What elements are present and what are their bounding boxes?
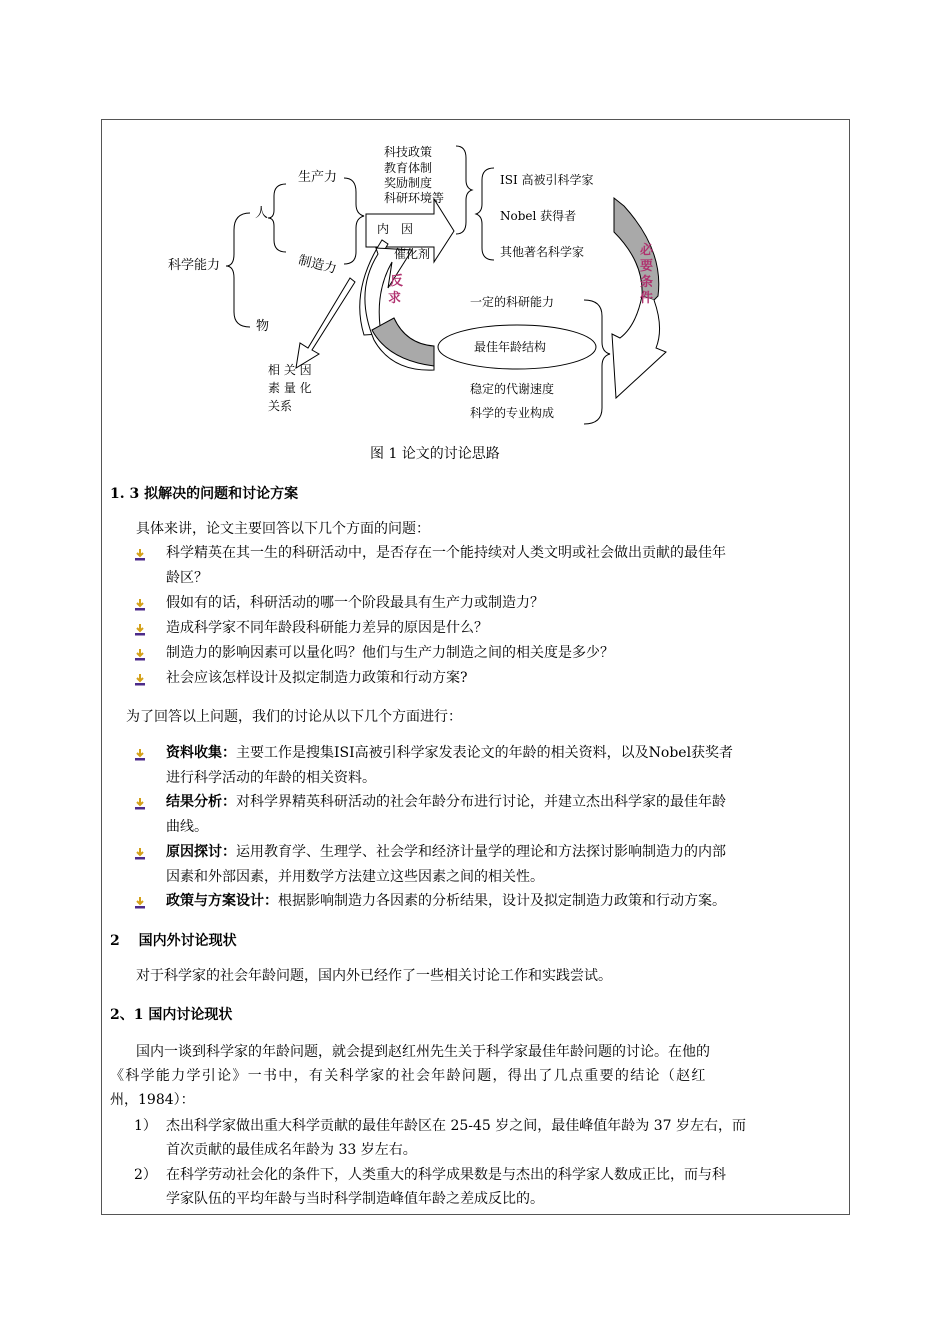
plan-label: 政策与方案设计：	[166, 893, 278, 909]
scientist-item: 其他著名科学家	[500, 245, 585, 259]
conclusion-text: 杰出科学家做出重大科学贡献的最佳年龄区在 25-45 岁之间，最佳峰值年龄为 37 岁左右，而	[166, 1118, 746, 1134]
section-2-intro: 对于科学家的社会年龄问题，国内外已经作了一些相关讨论工作和实践尝试。	[136, 968, 612, 984]
label-wending: 稳定的代谢速度	[470, 382, 555, 396]
conclusion-text: 首次贡献的最佳成名年龄为 33 岁左右。	[166, 1142, 417, 1158]
label-biyao: 条	[640, 275, 654, 290]
diagram-graphics	[0, 0, 950, 440]
bullet-icon	[133, 896, 147, 910]
label-zhuanye: 科学的专业构成	[470, 406, 555, 420]
conclusion-number: 2）	[134, 1167, 157, 1183]
bullet-icon	[133, 623, 147, 637]
bullet-icon	[133, 748, 147, 762]
question-item: 制造力的影响因素可以量化吗？他们与生产力制造之间的相关度是多少？	[166, 645, 614, 661]
label-zhizaoli: 制造力	[296, 253, 339, 278]
bullet-icon	[133, 797, 147, 811]
figure-caption: 图 1 论文的讨论思路	[370, 446, 500, 462]
plan-item	[166, 746, 733, 760]
section-intro: 具体来讲，论文主要回答以下几个方面的问题：	[136, 521, 430, 537]
bullet-icon	[133, 648, 147, 662]
conclusion-text: 在科学劳动社会化的条件下，人类重大的科学成果数是与杰出的科学家人数成正比，而与科	[166, 1167, 726, 1183]
section-title-1-3: 1. 3 拟解决的问题和讨论方案	[110, 486, 299, 502]
brace-right	[344, 178, 364, 264]
plan-text: 主要工作是搜集ISI高被引科学家发表论文的年龄的相关资料，以及Nobel获奖者	[236, 745, 734, 761]
question-item: 造成科学家不同年龄段科研能力差异的原因是什么？	[166, 620, 488, 636]
section-2-1-para: 州，1984）：	[110, 1092, 195, 1108]
label-xiangguan: 关系	[268, 399, 293, 413]
question-item: 龄区？	[166, 570, 208, 586]
plan-text: 运用教育学、生理学、社会学和经济计量学的理论和方法探讨影响制造力的内部	[236, 844, 726, 860]
section-title-2-1: 2、1 国内讨论现状	[110, 1007, 233, 1023]
label-biyao: 件	[640, 291, 654, 306]
section-2-1-para: 《科学能力学引论》一书中，有关科学家的社会年龄问题，得出了几点重要的结论（赵红	[110, 1068, 707, 1084]
plan-text: 对科学界精英科研活动的社会年龄分布进行讨论，并建立杰出科学家的最佳年龄	[236, 794, 726, 810]
label-biyao: 要	[640, 259, 654, 274]
plan-item	[166, 795, 726, 809]
question-item: 假如有的话，科研活动的哪一个阶段最具有生产力或制造力？	[166, 595, 544, 611]
plan-item	[166, 845, 726, 859]
bullet-icon	[133, 673, 147, 687]
label-wu: 物	[256, 319, 270, 334]
label-biyao: 必	[640, 243, 654, 258]
question-item: 社会应该怎样设计及拟定制造力政策和行动方案?	[166, 670, 468, 686]
label-xiangguan: 素 量 化	[268, 381, 312, 395]
conclusion-number: 1）	[134, 1118, 157, 1134]
policy-item: 科研环境等	[384, 191, 445, 205]
section-2-1-para: 国内一谈到科学家的年龄问题，就会提到赵红州先生关于科学家最佳年龄问题的讨论。在他的	[136, 1044, 710, 1060]
label-shengchanli: 生产力	[298, 170, 338, 185]
brace-capability	[584, 300, 610, 424]
question-item: 科学精英在其一生的科研活动中，是否存在一个能持续对人类文明或社会做出贡献的最佳年	[166, 545, 726, 561]
bullet-icon	[133, 548, 147, 562]
label-kexue-nengli: 科学能力	[168, 258, 221, 273]
plan-item	[166, 894, 726, 908]
plan-label: 原因探讨：	[166, 844, 236, 860]
label-fanqiu: 反	[390, 274, 404, 289]
label-xiangguan: 相 关 因	[268, 363, 312, 377]
brace-policy	[456, 146, 472, 234]
label-neiyin: 内 因	[377, 222, 414, 236]
label-fanqiu: 求	[388, 291, 402, 306]
section-title-2: 2 国内外讨论现状	[110, 933, 237, 949]
label-ren: 人	[255, 206, 269, 221]
policy-item: 奖励制度	[384, 176, 433, 190]
plan-label: 结果分析：	[166, 794, 236, 810]
brace-scientists	[476, 168, 494, 260]
label-zuijia: 最佳年龄结构	[474, 340, 547, 354]
scientist-item: Nobel 获得者	[500, 209, 577, 223]
curved-arrow-right-tail	[612, 296, 666, 398]
plan-label: 资料收集：	[166, 745, 236, 761]
bullet-icon	[133, 598, 147, 612]
plan-text: 曲线。	[166, 819, 208, 835]
scientist-item: ISI 高被引科学家	[500, 173, 594, 187]
conclusion-text: 学家队伍的平均年龄与当时科学制造峰值年龄之差成反比的。	[166, 1191, 544, 1207]
brace-main	[226, 213, 250, 327]
policy-item: 教育体制	[384, 161, 433, 175]
plan-text: 进行科学活动的年龄的相关资料。	[166, 770, 376, 786]
plan-text: 因素和外部因素，并用数学方法建立这些因素之间的相关性。	[166, 869, 544, 885]
diagonal-arrow	[296, 278, 355, 368]
label-cuihuaji: 催化剂	[394, 247, 431, 261]
bullet-icon	[133, 847, 147, 861]
brace-ren	[268, 184, 286, 252]
plan-intro: 为了回答以上问题，我们的讨论从以下几个方面进行：	[126, 709, 462, 725]
plan-text: 根据影响制造力各因素的分析结果，设计及拟定制造力政策和行动方案。	[278, 893, 726, 909]
label-yiding: 一定的科研能力	[470, 295, 555, 309]
policy-item: 科技政策	[384, 145, 433, 159]
